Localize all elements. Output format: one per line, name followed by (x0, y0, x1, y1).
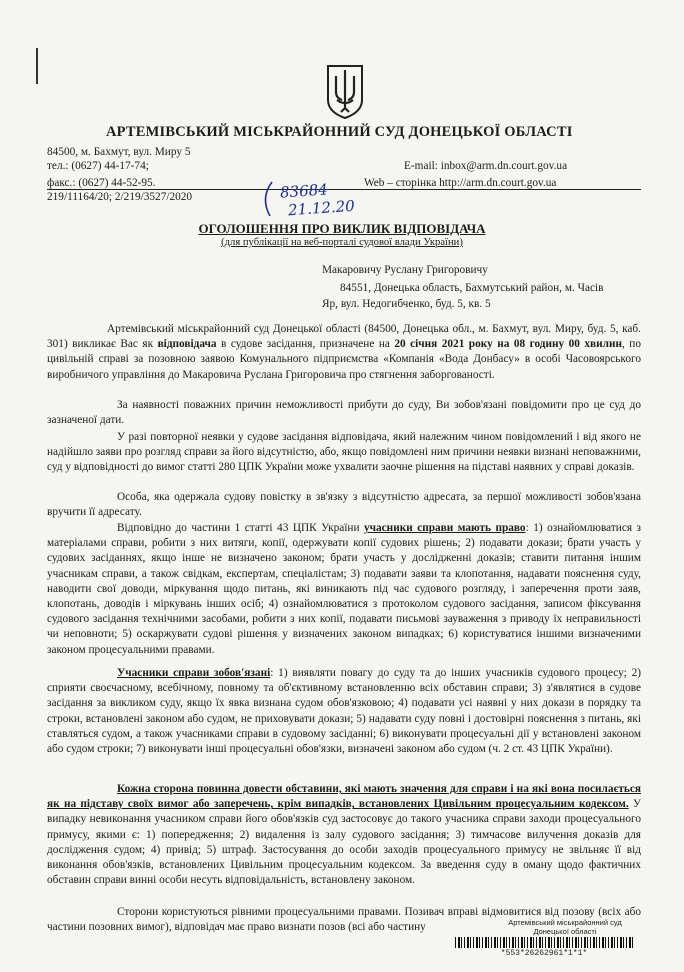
addressee-name: Макаровичу Руслану Григоровичу (322, 264, 488, 276)
court-phone: тел.: (0627) 44-17-74; (47, 160, 149, 172)
burden-of-proof-paragraph: Кожна сторона повинна довести обставини, які мають значення для справи і на які вона посилається як на підставу своїх вимог або заперечень, крім випадків, встановлених Цивільним процесуальним кодексом. У випадку невиконання учасником справи його обов'язків суд застосовує до такого учасника справи заходи процесуального примусу, якими є: 1) попередження; 2) видалення із залу судового засідання; 3) тимчасове вилучення доказів для дослідження судом; 4) привід; 5) штраф. Застосування до особи заходів процесуального примусу не звільняє її від виконання обов'язків, встановлених Цивільним процесуальним кодексом. За введення суду в оману щодо фактичних обставин справи винні особи несуть відповідальність, встановлену законом. (47, 783, 641, 887)
equal-rights-paragraph: Сторони користуються рівними процесуальними правами. Позивач вправі відмовитися від позову (всіх або частини позовних вимог), відповідач має право визнати позов (всі або частину (47, 906, 641, 934)
barcode-number: *553*26262961*1*1* (500, 949, 588, 958)
court-fax: факс.: (0627) 44-52-95. (47, 177, 156, 189)
duties-paragraph: Учасники справи зобов'язані: 1) виявляти повагу до суду та до інших учасників судового процесу; 2) сприяти своєчасному, всебічному, повному та об'єктивному встановленню всіх обставин справи; 3) з'являтися в судове засідання за викликом суду, якщо їх явка визнана судом обов'язковою; 4) подавати усі наявні у них докази в порядку та строки, встановлені законом або судом, не приховувати докази; 5) надавати суду повні і достовірні пояснення з питань, які ставляться судом, а також учасниками справи в судовому засіданні; 6) виконувати процесуальні дії у встановлені законом або судом строки; 7) виконувати інші процесуальні обов'язки, визначені законом або судом (ч. 2 ст. 43 ЦПК України). (47, 667, 641, 756)
court-email: E-mail: inbox@arm.dn.court.gov.ua (404, 160, 568, 172)
court-address: 84500, м. Бахмут, вул. Миру 5 (47, 146, 191, 158)
notice-subtitle: (для публікації на веб-порталі судової влади України) (221, 237, 463, 248)
default-judgment-paragraph: У разі повторної неявки у судове засідання відповідача, який належним чином повідомлений і від якого не надійшло заяви про розгляд справи за його відсутністю, або, якщо повідомлені ним причини неявки визнані неповажними, суд у відповідності до вимог статті 280 ЦПК України може ухвалити заочне рішення на підставі наявних у справі доказів. (47, 431, 641, 474)
footer-court-stamp: Артемівський міськрайонний суд Донецької області (500, 918, 630, 936)
notify-paragraph: За наявності поважних причин неможливості прибути до суду, Ви зобов'язані повідомити про це суд до зазначеної дати. (47, 399, 641, 427)
addressee-address-line2: Яр, вул. Недогибченко, буд. 5, кв. 5 (322, 298, 491, 310)
margin-mark (36, 48, 38, 84)
case-numbers: 219/11164/20; 2/219/3527/2020 (47, 191, 193, 203)
summons-paragraph: Артемівський міськрайонний суд Донецької області (84500, Донецька обл., м. Бахмут, вул. Миру, буд. 5, каб. 301) викликає Вас як відповідача в судове засідання, призначене на 20 січня 2021 року на 08 годину 00 хвилин, по цивільній справі за позовною заявою Комунального підприємства «Компанія «Вода Донбасу» в особі Часовоярського виробничого управління до Макаровича Руслана Григоровича про стягнення заборгованості. (47, 323, 642, 381)
registration-number: 83684 (279, 180, 329, 202)
registration-date: 21.12.20 (287, 196, 356, 220)
addressee-address-line1: 84551, Донецька область, Бахмутський район, м. Часів (340, 282, 604, 294)
court-name: АРТЕМІВСЬКИЙ МІСЬКРАЙОННИЙ СУД ДОНЕЦЬКОЇ ОБЛАСТІ (106, 124, 573, 140)
delivery-paragraph: Особа, яка одержала судову повістку в зв'язку з відсутністю адресата, за першої можливості зобов'язана вручити її адресату. (47, 491, 641, 519)
notice-title: ОГОЛОШЕННЯ ПРО ВИКЛИК ВІДПОВІДАЧА (198, 221, 486, 236)
document-barcode (455, 937, 633, 948)
stamp-bracket (256, 180, 276, 218)
rights-paragraph: Відповідно до частини 1 статті 43 ЦПК України учасники справи мають право: 1) ознайомлюватися з матеріалами справи, робити з них витяги, копії, одержувати копії судових рішень; 2) подавати докази; брати участь у судових засіданнях, якщо інше не визначено законом; брати участь у дослідженні доказів; ставити питання іншим учасникам справи, а також свідкам, експертам, спеціалістам; 3) подавати заяви та клопотання, надавати пояснення суду, наводити свої доводи, міркування щодо питань, які виникають під час судового розгляду, і заперечення проти заяв, клопотань, доводів і міркувань інших осіб; 4) ознайомлюватися з протоколом судового засідання, записом фіксування судового засідання технічними засобами, робити з них копії, подавати письмові зауваження з приводу їх неправильності чи неповноти; 5) оскаржувати судові рішення у визначених законом випадках; 6) користуватися іншими визначеними законом процесуальними правами. (47, 522, 641, 656)
trident-emblem-icon (325, 62, 365, 120)
court-web: Web – сторінка http://arm.dn.court.gov.ua (364, 177, 557, 189)
